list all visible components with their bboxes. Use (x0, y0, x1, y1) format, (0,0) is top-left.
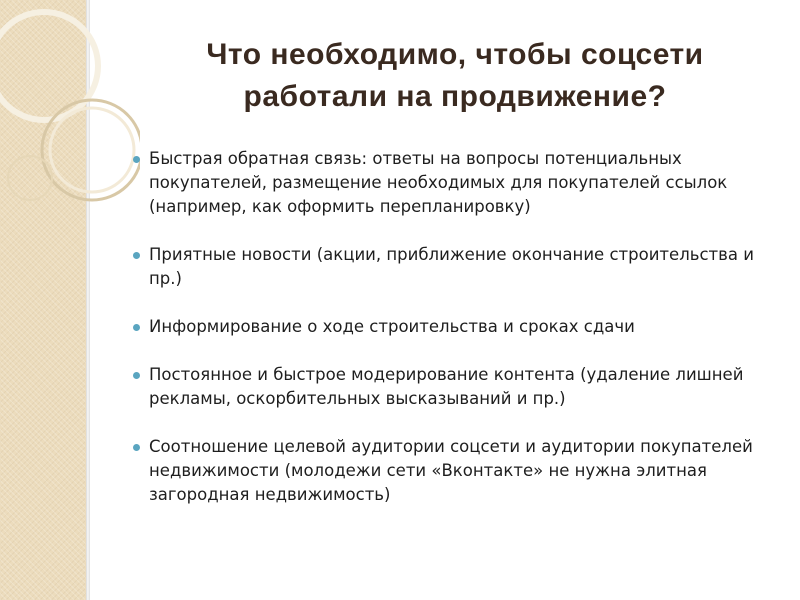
bullet-list (133, 147, 783, 531)
bullet-item (133, 147, 783, 219)
bullet-text: Постоянное и быстрое модерирование контента (удаление лишней рекламы, оскорбительных высказываний и пр.) (149, 365, 744, 408)
bullet-dot-icon (133, 324, 140, 331)
bullet-dot-icon (133, 252, 140, 259)
slide-title-line-1: Что необходимо, чтобы соцсети (206, 38, 704, 71)
rings-decoration (0, 0, 140, 230)
bullet-text: Быстрая обратная связь: ответы на вопросы потенциальных покупателей, размещение необходимых для покупателей ссылок (например, как оформить перепланировку) (149, 149, 728, 216)
bullet-item (133, 315, 783, 339)
bullet-dot-icon (133, 372, 140, 379)
bullet-text: Приятные новости (акции, приближение окончание строительства и пр.) (149, 245, 754, 288)
bullet-dot-icon (133, 156, 140, 163)
bullet-dot-icon (133, 444, 140, 451)
bullet-item (133, 363, 783, 411)
slide-title-line-2: работали на продвижение? (243, 80, 667, 113)
bullet-text: Информирование о ходе строительства и сроках сдачи (149, 317, 635, 336)
slide-title (120, 34, 790, 118)
bullet-item (133, 435, 783, 507)
bullet-item (133, 243, 783, 291)
bullet-text: Соотношение целевой аудитории соцсети и аудитории покупателей недвижимости (молодежи сети «Вконтакте» не нужна элитная загородная недвижимость) (149, 437, 753, 504)
